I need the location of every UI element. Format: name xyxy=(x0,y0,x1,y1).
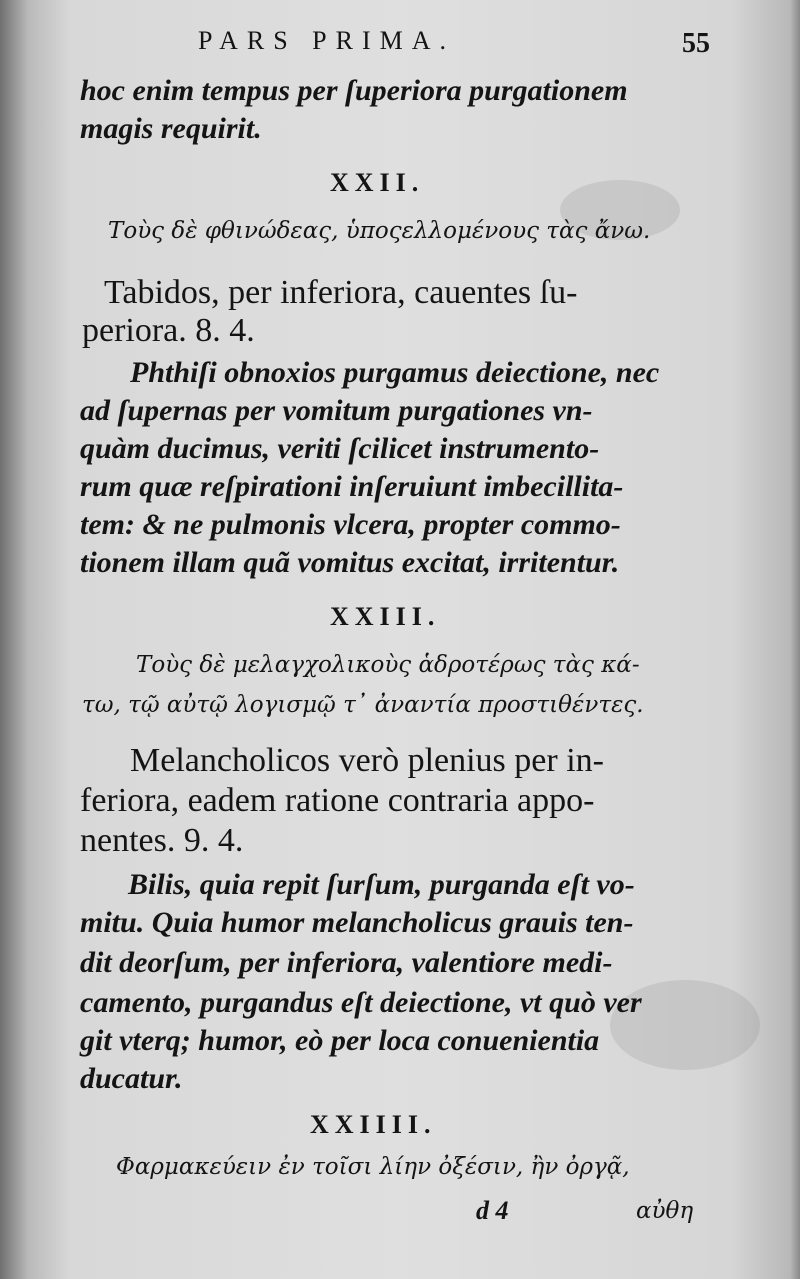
commentary-line: tem: & ne pulmonis vlcera, propter commo- xyxy=(80,508,621,541)
commentary-line: Phthiſi obnoxios purgamus deiectione, nec xyxy=(130,356,660,389)
commentary-line: ad ſupernas per vomitum purgationes vn- xyxy=(80,394,593,427)
commentary-line: camento, purgandus eſt deiectione, vt quò ver xyxy=(80,986,642,1019)
greek-aphorism: Φαρμακεύειν ἐν τοῖσι λίην ὀξέσιν, ἢν ὀργᾷ, xyxy=(116,1154,630,1180)
signature-mark: d 4 xyxy=(476,1196,509,1225)
commentary-line: Bilis, quia repit ſurſum, purganda eſt vo- xyxy=(128,868,635,901)
commentary-line: rum quæ reſpirationi inſeruiunt imbecillita- xyxy=(80,470,624,503)
section-numeral: XXIII. xyxy=(330,602,441,631)
page-number: 55 xyxy=(682,28,710,59)
commentary-line: mitu. Quia humor melancholicus grauis ten- xyxy=(80,906,634,939)
latin-aphorism: periora. 8. 4. xyxy=(82,312,255,349)
latin-aphorism: Tabidos, per inferiora, cauentes ſu- xyxy=(104,274,578,311)
commentary-line: ducatur. xyxy=(80,1062,183,1095)
text-line: hoc enim tempus per ſuperiora purgationem xyxy=(80,74,628,107)
greek-aphorism: Τοὺς δὲ φθινώδεας, ὑποςελλομένους τὰς ἄνω. xyxy=(108,218,651,244)
latin-aphorism: feriora, eadem ratione contraria appo- xyxy=(80,782,595,819)
text-line: magis requirit. xyxy=(80,112,262,145)
latin-aphorism: nentes. 9. 4. xyxy=(80,822,244,859)
section-numeral: XXII. xyxy=(330,168,425,197)
catchword: αὐθη xyxy=(636,1198,694,1224)
commentary-line: tionem illam quã vomitus excitat, irritentur. xyxy=(80,546,620,579)
running-title: PARS PRIMA. xyxy=(198,26,456,55)
commentary-line: quàm ducimus, veriti ſcilicet instrumento- xyxy=(80,432,600,465)
section-numeral: XXIIII. xyxy=(310,1110,437,1139)
greek-aphorism: Τοὺς δὲ μελαγχολικοὺς ἁδροτέρως τὰς κά- xyxy=(136,652,640,678)
latin-aphorism: Melancholicos verò plenius per in- xyxy=(130,742,604,779)
commentary-line: git vterq; humor, eò per loca conuenientia xyxy=(80,1024,600,1057)
commentary-line: dit deorſum, per inferiora, valentiore medi- xyxy=(80,946,613,979)
greek-aphorism: τω, τῷ αὐτῷ λογισμῷ τ᾽ ἀναντία προστιθέντες. xyxy=(82,692,644,718)
